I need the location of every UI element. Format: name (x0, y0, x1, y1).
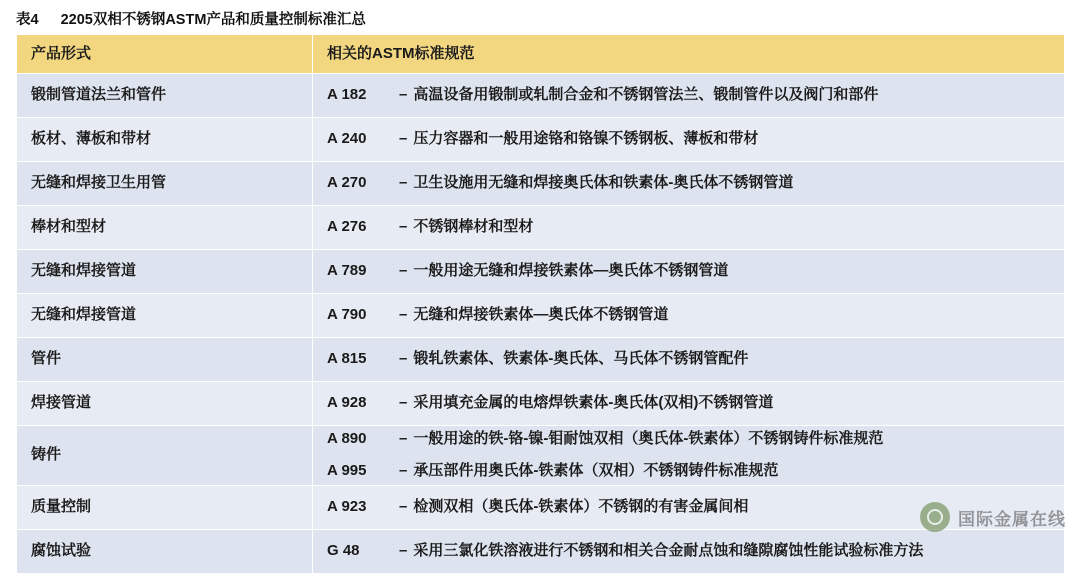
spec-code: A 890 (327, 430, 367, 447)
spec-line (327, 429, 1050, 449)
table-row (17, 382, 1065, 426)
cell-product-form: 棒材和型材 (17, 206, 313, 250)
spec-line (327, 461, 1050, 481)
spec-dash: – (399, 130, 408, 148)
spec-desc: 一般用途的铁-铬-镍-钼耐蚀双相（奥氏体-铁素体）不锈钢铸件标准规范 (413, 430, 884, 447)
cell-astm-spec (313, 250, 1065, 294)
cell-product-form: 质量控制 (17, 485, 313, 529)
cell-product-form: 管件 (17, 338, 313, 382)
spec-desc: 压力容器和一般用途铬和铬镍不锈钢板、薄板和带材 (413, 130, 759, 148)
table-caption (0, 0, 1080, 35)
spec-desc: 承压部件用奥氏体-铁素体（双相）不锈钢铸件标准规范 (413, 462, 779, 480)
spec-code: A 995 (327, 462, 367, 480)
table-caption-text: 2205双相不锈钢ASTM产品和质量控制标准汇总 (60, 12, 366, 28)
cell-astm-spec (313, 294, 1065, 338)
cell-product-form: 无缝和焊接管道 (17, 250, 313, 294)
spec-dash: – (399, 497, 408, 515)
cell-astm-spec (313, 206, 1065, 250)
spec-code: A 923 (327, 497, 367, 515)
cell-astm-spec (313, 74, 1065, 118)
cell-product-form: 板材、薄板和带材 (17, 118, 313, 162)
spec-dash: – (399, 218, 408, 236)
spec-code: A 270 (327, 174, 367, 192)
spec-code: A 789 (327, 262, 367, 280)
astm-standards-table-wrapper (16, 34, 1064, 574)
table-row (17, 118, 1065, 162)
cell-product-form: 锻制管道法兰和管件 (17, 74, 313, 118)
table-body (17, 74, 1065, 574)
spec-line (327, 305, 1050, 325)
table-caption-number: 表4 (16, 12, 39, 28)
spec-desc: 高温设备用锻制或轧制合金和不锈钢管法兰、锻制管件以及阀门和部件 (413, 86, 879, 104)
table-row (17, 426, 1065, 486)
table-row (17, 250, 1065, 294)
spec-code: A 790 (327, 306, 367, 324)
spec-line (327, 173, 1050, 193)
spec-code: A 276 (327, 218, 367, 236)
table-header-row (17, 35, 1065, 74)
spec-code: A 182 (327, 86, 367, 104)
cell-astm-spec (313, 118, 1065, 162)
table-row (17, 529, 1065, 573)
spec-code: G 48 (327, 541, 360, 559)
spec-line (327, 217, 1050, 237)
spec-code: A 815 (327, 350, 367, 368)
cell-astm-spec (313, 529, 1065, 573)
watermark-text: 国际金属在线 (958, 509, 1066, 529)
spec-line (327, 541, 1050, 561)
spec-desc: 采用填充金属的电熔焊铁素体-奥氏体(双相)不锈钢管道 (413, 394, 774, 412)
spec-dash: – (399, 174, 408, 192)
column-header-astm-spec: 相关的ASTM标准规范 (313, 35, 1065, 74)
spec-dash: – (399, 541, 408, 559)
spec-line (327, 261, 1050, 281)
cell-astm-spec (313, 338, 1065, 382)
spec-dash: – (399, 430, 408, 447)
spec-dash: – (399, 462, 408, 480)
cell-product-form: 焊接管道 (17, 382, 313, 426)
cell-astm-spec (313, 485, 1065, 529)
cell-astm-spec (313, 162, 1065, 206)
table-row (17, 338, 1065, 382)
table-row (17, 485, 1065, 529)
table-row (17, 162, 1065, 206)
spec-code: A 928 (327, 394, 367, 412)
spec-desc: 采用三氯化铁溶液进行不锈钢和相关合金耐点蚀和缝隙腐蚀性能试验标准方法 (413, 541, 924, 559)
spec-desc: 卫生设施用无缝和焊接奥氏体和铁素体-奥氏体不锈钢管道 (413, 174, 794, 192)
table-header (17, 35, 1065, 74)
spec-line (327, 497, 1050, 517)
spec-desc: 一般用途无缝和焊接铁素体—奥氏体不锈钢管道 (413, 262, 729, 280)
spec-dash: – (399, 86, 408, 104)
table-row (17, 294, 1065, 338)
cell-product-form: 无缝和焊接管道 (17, 294, 313, 338)
astm-standards-table (16, 34, 1065, 574)
spec-line (327, 349, 1050, 369)
spec-code: A 240 (327, 130, 367, 148)
table-row (17, 206, 1065, 250)
spec-dash: – (399, 350, 408, 368)
column-header-product-form: 产品形式 (17, 35, 313, 74)
cell-product-form: 腐蚀试验 (17, 529, 313, 573)
cell-astm-spec (313, 382, 1065, 426)
spec-line (327, 393, 1050, 413)
table-row (17, 74, 1065, 118)
cell-astm-spec (313, 426, 1065, 486)
spec-desc: 无缝和焊接铁素体—奥氏体不锈钢管道 (413, 306, 669, 324)
spec-dash: – (399, 306, 408, 324)
cell-product-form: 铸件 (17, 426, 313, 486)
spec-desc: 不锈钢棒材和型材 (413, 218, 534, 236)
spec-desc: 检测双相（奥氏体-铁素体）不锈钢的有害金属间相 (413, 497, 749, 515)
spec-desc: 锻轧铁素体、铁素体-奥氏体、马氏体不锈钢管配件 (413, 350, 749, 368)
spec-dash: – (399, 262, 408, 280)
spec-line (327, 85, 1050, 105)
cell-product-form: 无缝和焊接卫生用管 (17, 162, 313, 206)
spec-line (327, 129, 1050, 149)
spec-dash: – (399, 394, 408, 412)
